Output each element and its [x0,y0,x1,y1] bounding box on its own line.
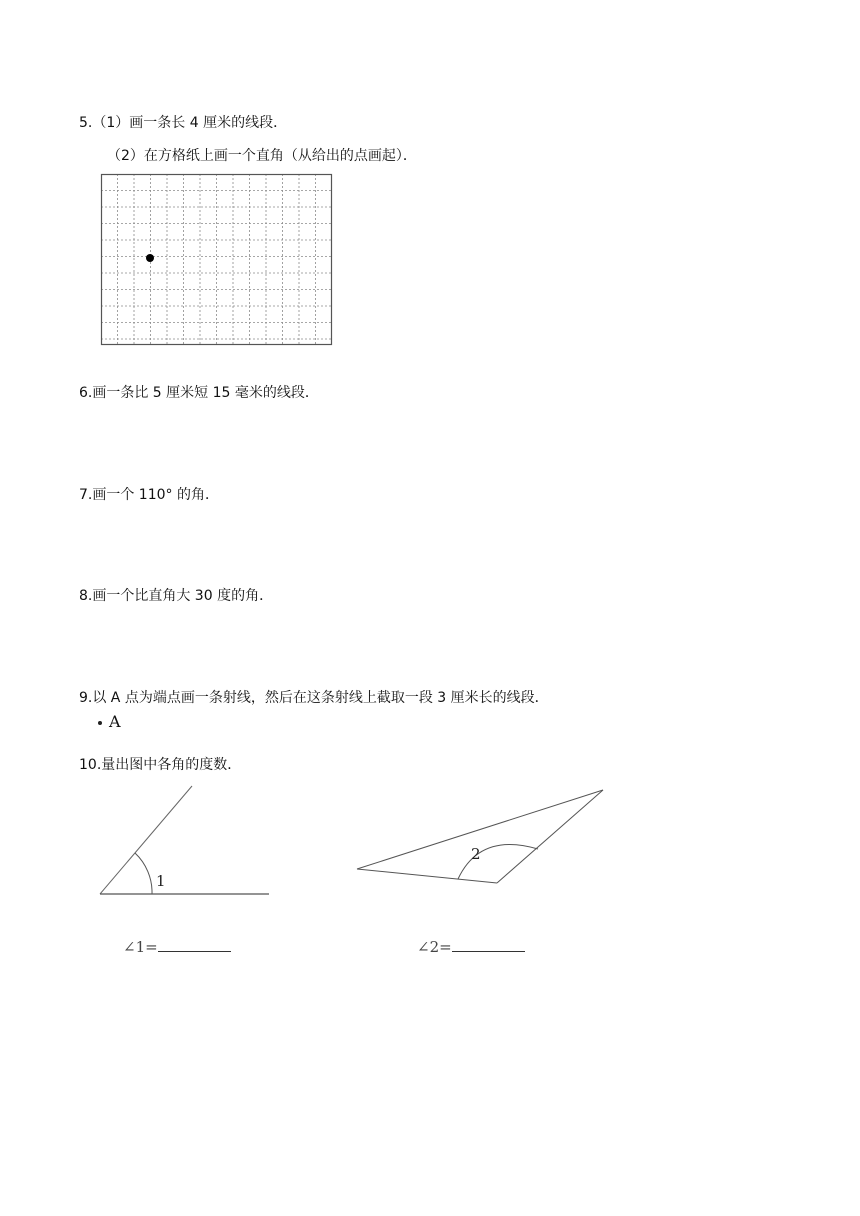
angle-1-arc [135,853,152,894]
angle-2-answer-prefix: ∠2= [417,938,452,956]
point-a-label: A [109,712,121,731]
point-a [98,712,121,731]
angle-1-ray-upper [100,786,192,894]
question-7: 7.画一个 110° 的角． [79,487,219,503]
question-5-part-1: 5.（1）画一条长 4 厘米的线段． [79,115,288,131]
angle-2-side-bottom [357,869,497,883]
angle-2-figure [352,786,612,896]
grid-paper [101,174,333,346]
angle-1-figure [95,780,275,900]
angle-1-answer-blank[interactable] [158,938,231,952]
angle-2-side-right [497,790,603,883]
angle-1-answer [123,938,231,956]
question-9: 9.以 A 点为端点画一条射线，然后在这条射线上截取一段 3 厘米长的线段． [79,690,549,706]
question-5-part-2: （2）在方格纸上画一个直角（从给出的点画起）． [107,148,417,164]
angle-2-label: 2 [471,845,481,863]
question-8: 8.画一个比直角大 30 度的角． [79,588,274,604]
question-10: 10.量出图中各角的度数． [79,757,242,773]
grid-start-point [146,254,154,262]
point-a-dot [98,721,102,725]
angle-2-answer-blank[interactable] [452,938,525,952]
angle-2-answer [417,938,525,956]
angle-1-answer-prefix: ∠1= [123,938,158,956]
grid-lines [101,174,332,345]
angle-1-label: 1 [156,872,166,890]
question-6: 6.画一条比 5 厘米短 15 毫米的线段． [79,385,319,401]
angle-2-arc [458,844,538,879]
